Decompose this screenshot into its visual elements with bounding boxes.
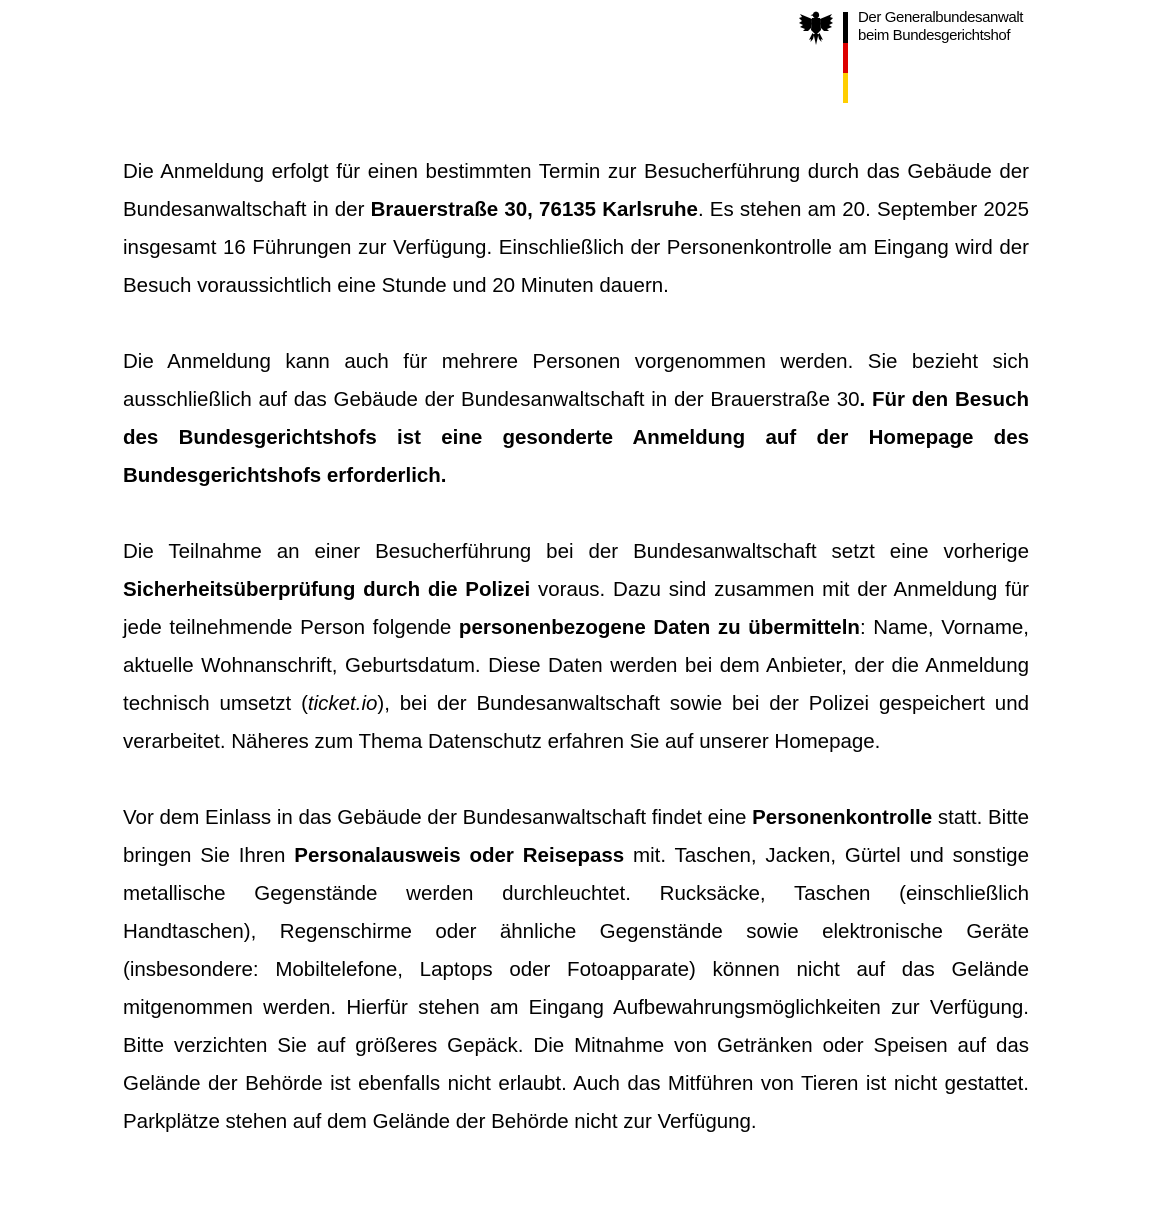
id-document-bold: Personalausweis oder Reisepass bbox=[294, 844, 625, 867]
paragraph-text: voraus. Dazu sind zusammen mit der Anmeldung für jede teilnehmende Person folgende bbox=[123, 578, 1029, 639]
paragraph-text: mit. Taschen, Jacken, Gürtel und sonstige metallische Gegenstände werden durchleuchtet. Rucksäcke, Taschen (einschließlich Handtaschen), Regenschirme oder ähnliche Gegenstände sowie elektronische Geräte (insbesondere: Mobiltelefone, Laptops oder Fotoapparate) können nicht auf das Gelände mitgenommen werden. Hierfür stehen am Eingang Aufbewahrungsmöglichkeiten zur Verfügung. Bitte verzichten Sie auf größeres Gepäck. Die Mitnahme von Getränken oder Speisen auf das Gelände der Behörde ist ebenfalls nicht erlaubt. Auch das Mitführen von Tieren ist nicht gestattet. Parkplätze stehen auf dem Gelände der Behörde nicht zur Verfügung. bbox=[123, 844, 1029, 1133]
flag-stripe-gold bbox=[843, 73, 848, 103]
paragraph-text: Die Anmeldung erfolgt für einen bestimmten Termin zur Besucherführung durch das Gebäude der Bundesanwaltschaft in der bbox=[123, 160, 1029, 221]
bgh-registration-note-bold: . Für den Besuch des Bundesgerichtshofs ist eine gesonderte Anmeldung auf der Homepage des Bundesgerichtshofs erforderlich. bbox=[123, 388, 1029, 487]
federal-eagle-icon bbox=[798, 8, 834, 46]
paragraph-registration bbox=[123, 153, 1029, 305]
paragraph-multiple-persons bbox=[123, 343, 1029, 495]
paragraph-text: statt. Bitte bringen Sie Ihren bbox=[123, 806, 1029, 867]
paragraph-entry-control bbox=[123, 799, 1029, 1141]
paragraph-text: Die Anmeldung kann auch für mehrere Personen vorgenommen werden. Sie bezieht sich ausschließlich auf das Gebäude der Bundesanwaltschaft in der Brauerstraße 30 bbox=[123, 350, 1029, 411]
flag-stripe-red bbox=[843, 43, 848, 73]
paragraph-text: . Es stehen am 20. September 2025 insgesamt 16 Führungen zur Verfügung. Einschließlich der Personenkontrolle am Eingang wird der Besuch voraussichtlich eine Stunde und 20 Minuten dauern. bbox=[123, 198, 1029, 297]
paragraph-text: : Name, Vorname, aktuelle Wohnanschrift, Geburtsdatum. Diese Daten werden bei dem Anbieter, der die Anmeldung technisch umsetzt ( bbox=[123, 616, 1029, 715]
paragraph-text: ), bei der Bundesanwaltschaft sowie bei der Polizei gespeichert und verarbeitet. Näheres zum Thema Datenschutz erfahren Sie auf unserer Homepage. bbox=[123, 692, 1029, 753]
personal-data-bold: personenbezogene Daten zu übermitteln bbox=[458, 616, 860, 639]
provider-name-italic: ticket.io bbox=[307, 692, 378, 715]
flag-stripe-black bbox=[843, 12, 848, 43]
letterhead-logo bbox=[798, 8, 1038, 104]
paragraph-text: Vor dem Einlass in das Gebäude der Bundesanwaltschaft findet eine bbox=[123, 806, 753, 829]
authority-name-line-2: beim Bundesgerichtshof bbox=[858, 27, 1011, 44]
security-check-bold: Sicherheitsüberprüfung durch die Polizei bbox=[123, 578, 531, 601]
person-control-bold: Personenkontrolle bbox=[752, 806, 933, 829]
paragraph-text: Die Teilnahme an einer Besucherführung bei der Bundesanwaltschaft setzt eine vorherige bbox=[123, 540, 1029, 563]
authority-name bbox=[858, 9, 1023, 45]
document-body bbox=[123, 153, 1029, 1141]
address-bold: Brauerstraße 30, 76135 Karlsruhe bbox=[370, 198, 698, 221]
flag-stripe-bar bbox=[843, 12, 848, 103]
paragraph-security-check bbox=[123, 533, 1029, 761]
authority-name-line-1: Der Generalbundesanwalt bbox=[858, 9, 1024, 26]
